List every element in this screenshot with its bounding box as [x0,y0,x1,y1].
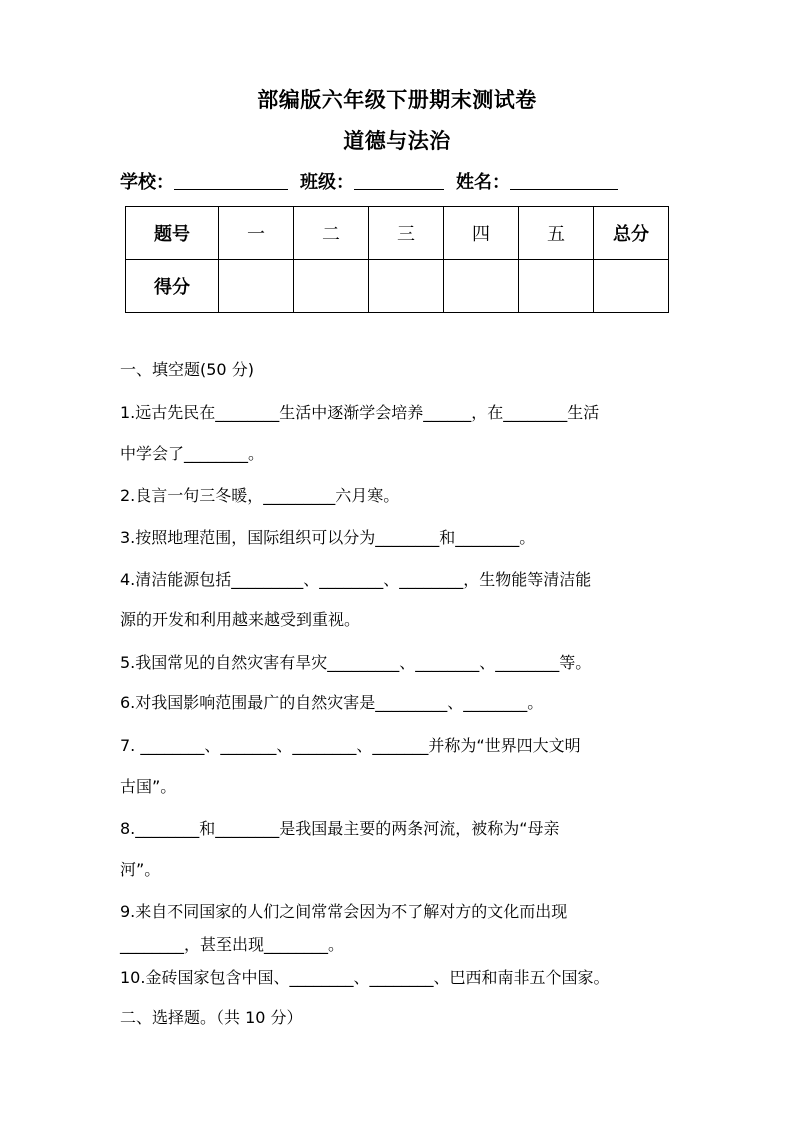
score-cell-2[interactable] [294,260,369,313]
score-cell-4[interactable] [444,260,519,313]
question-line: 5.我国常见的自然灾害有旱灾_________、________、________等。 [120,653,592,672]
question-line: 4.清洁能源包括_________、________、________，生物能等清洁能 [120,570,592,589]
table-cell-part-5: 五 [519,207,594,260]
question-line: 河”。 [120,860,161,879]
question-line: 1.远古先民在________生活中逐渐学会培养______，在________生活 [120,403,600,422]
page-subtitle: 道德与法治 [343,128,451,153]
question-line: 8.________和________是我国最主要的两条河流，被称为“母亲 [120,819,560,838]
page-title: 部编版六年级下册期末测试卷 [257,87,537,112]
school-label: 学校： [120,172,174,193]
question-line: 古国”。 [120,777,177,796]
table-cell-part-4: 四 [444,207,519,260]
score-table-score-row [126,260,669,313]
question-line: 9.来自不同国家的人们之间常常会因为不了解对方的文化而出现 [120,902,568,921]
section-2-heading: 二、选择题。（共 10 分） [120,1008,303,1027]
question-line: 3.按照地理范围，国际组织可以分为________和________。 [120,528,536,547]
score-cell-total[interactable] [594,260,669,313]
table-cell-question-number: 题号 [126,207,219,260]
class-label: 班级： [300,172,354,193]
score-table [125,206,669,313]
question-line: 2.良言一句三冬暖，_________六月寒。 [120,486,400,505]
question-line: 中学会了________。 [120,444,265,463]
table-cell-total: 总分 [594,207,669,260]
name-label: 姓名： [456,172,510,193]
section-1-heading: 一、填空题(50 分) [120,360,254,379]
table-cell-part-3: 三 [369,207,444,260]
score-table-header-row [126,207,669,260]
question-line: 6.对我国影响范围最广的自然灾害是_________、________。 [120,693,544,712]
question-line: 源的开发和利用越来越受到重视。 [120,610,361,629]
table-cell-score-label: 得分 [126,260,219,313]
score-cell-1[interactable] [219,260,294,313]
name-field[interactable] [510,171,618,190]
score-cell-5[interactable] [519,260,594,313]
student-info-row [120,168,618,194]
table-cell-part-1: 一 [219,207,294,260]
school-field[interactable] [174,171,288,190]
question-line: ________，甚至出现________。 [120,935,345,954]
class-field[interactable] [354,171,444,190]
question-line: 7. ________、_______、________、_______并称为“世界四大文明 [120,736,581,755]
question-line: 10.金砖国家包含中国、________、________、巴西和南非五个国家。 [120,968,610,987]
table-cell-part-2: 二 [294,207,369,260]
score-cell-3[interactable] [369,260,444,313]
